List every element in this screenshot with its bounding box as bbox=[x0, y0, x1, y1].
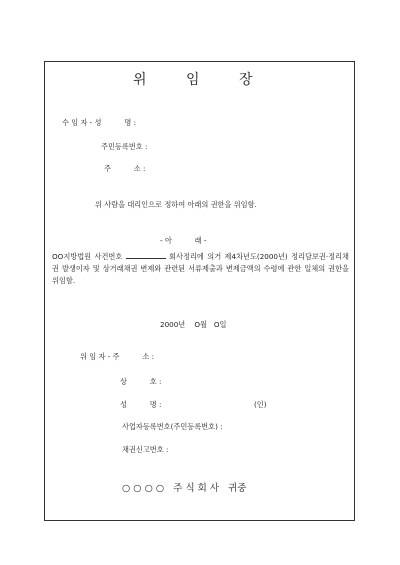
title-char-2: 임 bbox=[186, 72, 200, 88]
addressee: ○ ○ ○ ○ 주 식 회 사 귀중 bbox=[122, 483, 247, 494]
mandator-company-label: 상 호 : bbox=[120, 377, 162, 386]
title-char-1: 위 bbox=[133, 72, 147, 88]
mandatary-name-label: 수 임 자 - 성 명 : bbox=[62, 118, 137, 127]
document-date: 2000년 O월 O일 bbox=[160, 320, 227, 329]
delegation-statement: 위 사람을 대리인으로 정하여 아래의 권한을 위임함. bbox=[95, 200, 257, 209]
business-reg-number-label: 사업자등록번호(주민등록번호) : bbox=[122, 422, 223, 431]
mandator-name-label: 성 명 : bbox=[120, 400, 162, 409]
mandatary-addr-label: 주 소 : bbox=[104, 164, 146, 173]
mandator-addr-label: 위 임 자 - 주 소 : bbox=[80, 352, 155, 361]
body-paragraph bbox=[52, 251, 349, 287]
below-marker: - 아 래 - bbox=[160, 236, 207, 245]
claim-number-label: 채권신고번호 : bbox=[122, 445, 169, 454]
seal-mark: (인) bbox=[254, 400, 267, 409]
title-char-3: 장 bbox=[239, 72, 253, 88]
mandatary-reg-label: 주민등록번호 : bbox=[101, 142, 148, 151]
body-part-2: 회사정리에 의거 제4차년도(2000년) 정리담보권·정리채권 발생이자 및 상거래채권 변제와 관련된 서류제출과 변제금액의 수령에 관한 일체의 권한을 위임함. bbox=[52, 252, 349, 285]
case-number-blank bbox=[126, 252, 166, 259]
power-of-attorney-form bbox=[44, 61, 355, 521]
body-part-1: OO지방법원 사건번호 bbox=[52, 252, 123, 261]
